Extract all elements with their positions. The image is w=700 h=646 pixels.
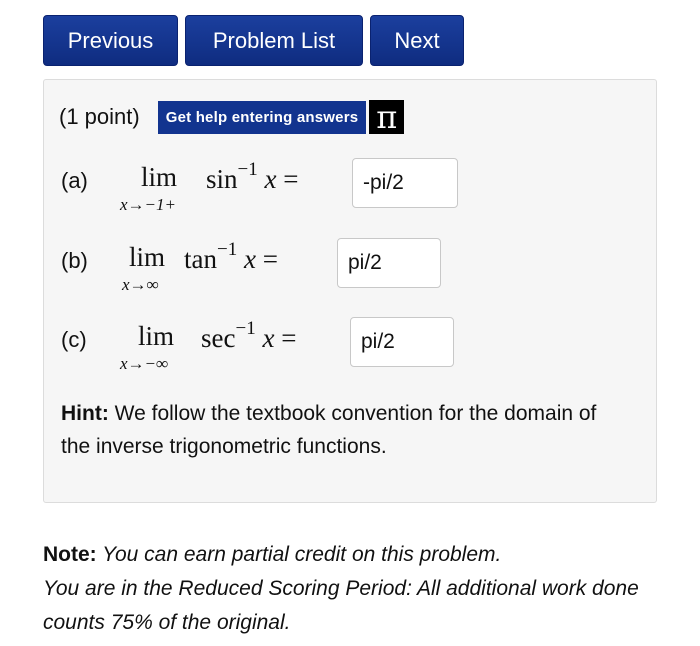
function-expression xyxy=(201,318,297,354)
hint-text xyxy=(61,397,621,463)
function-exponent: −1 xyxy=(237,159,258,180)
function-exponent: −1 xyxy=(235,318,256,339)
note-line-2: You are in the Reduced Scoring Period: All additional work done counts 75% of the original. xyxy=(43,577,639,634)
help-entering-answers-button[interactable]: Get help entering answers xyxy=(158,101,367,134)
part-b xyxy=(44,238,656,308)
limit-subscript: x→−1+ xyxy=(120,195,176,214)
variable: x xyxy=(262,323,275,353)
note-label: Note: xyxy=(43,543,97,566)
problem-panel xyxy=(43,79,657,503)
equals-sign: = xyxy=(281,323,297,353)
previous-button[interactable]: Previous xyxy=(43,15,178,66)
limit-subscript: x→∞ xyxy=(122,275,159,294)
limit-subscript: x→−∞ xyxy=(120,354,169,373)
variable: x xyxy=(264,164,277,194)
part-label: (b) xyxy=(61,248,88,273)
variable: x xyxy=(243,244,256,274)
problem-list-button[interactable]: Problem List xyxy=(185,15,363,66)
part-a xyxy=(44,158,656,228)
scoring-note xyxy=(43,538,663,640)
function-expression xyxy=(206,159,299,195)
problem-header xyxy=(59,100,404,134)
part-label: (c) xyxy=(61,327,87,352)
equals-sign: = xyxy=(262,244,278,274)
function-name: sin xyxy=(206,164,238,194)
equals-sign: = xyxy=(283,164,299,194)
answer-input-c[interactable]: pi/2 xyxy=(350,317,454,367)
lim-operator: lim xyxy=(129,242,166,272)
answer-input-a[interactable]: -pi/2 xyxy=(352,158,458,208)
function-name: tan xyxy=(184,244,217,274)
points-label: (1 point) xyxy=(59,104,140,129)
pi-icon: π xyxy=(369,100,404,134)
lim-operator: lim xyxy=(138,321,175,351)
hint-body: We follow the textbook convention for the domain of the inverse trigonometric functions. xyxy=(61,402,597,458)
function-expression xyxy=(184,239,278,275)
note-line-1: You can earn partial credit on this problem. xyxy=(96,543,502,566)
next-button[interactable]: Next xyxy=(370,15,464,66)
lim-operator: lim xyxy=(141,162,178,192)
part-c xyxy=(44,317,656,387)
answer-input-b[interactable]: pi/2 xyxy=(337,238,441,288)
function-name: sec xyxy=(201,323,236,353)
problem-navigation xyxy=(43,15,464,66)
function-exponent: −1 xyxy=(217,239,238,260)
hint-label: Hint: xyxy=(61,402,109,425)
part-label: (a) xyxy=(61,168,88,193)
